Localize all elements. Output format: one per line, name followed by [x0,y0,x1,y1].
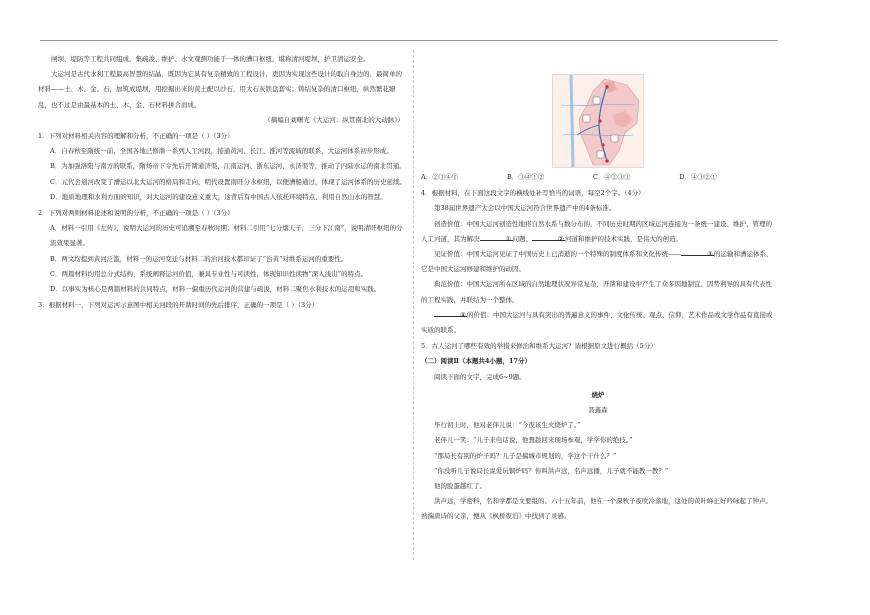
blank-3[interactable]: ③ [681,247,714,256]
story-line-3: “那局长有别的炉子吗？儿子是搞城市规划的，学这个干什么？” [434,451,617,460]
material-paragraph-1: 闸坝、堤防等工程共同组成，集疏浚、维护、水文观测功能于一体的漕口枢纽，堪称清河堤坝，护卫清运安全。 [51,55,370,63]
canal-map-image [553,75,643,167]
canal-map-figure [552,74,644,168]
story-line-6: 洪声远，学密科，名和学都是文要组的。六十五年前，他在一个深秋子夜吹冷落地，这处的黄叶峰正好吟咏起了钟声。熟揣唐诗的父亲，便从《枫桥夜泊》中找到了灵感。 [421,497,772,521]
right-column [421,52,775,525]
question-2-option-c: C．两篇材料均用总分式结构，系统阐释运河价值，兼具专业性与可读性，体现知识性读物“深入浅出”的特点。 [50,269,368,278]
blank-4[interactable]: ④ [434,308,467,317]
story-line-1: 毕行初上时，他对老伴儿说：“今夜该生火烧炉了。” [434,421,581,430]
question-3-choice-d: D．④③②① [679,173,717,181]
story-line-4: “你没听儿子说局长说爱玩铜炉吗？你叫洪声远，名声远播，儿子就不能教一教？” [434,466,669,475]
question-3-choices [421,170,717,185]
question-1-option-c: C．元代会通河改变了漕运以北大运河的格局和走向，明代设置南旺分水枢纽，以便漕船通过，体现了运河体系的历史延续。 [50,177,406,186]
question-1-stem: 1．下列对材料相关内容的理解和分析，不正确的一项是（ ）（3分） [38,132,234,141]
story-title: 烧炉 [591,390,605,399]
question-4-stem: 4．根据材料，在下面这段文字的横线处补写恰当的词语，每空2个字。（4分） [421,189,645,198]
question-3-stem: 3．根据材料一，下列对运河示意图中相关河段的开凿时间的先后排序，正确的一项是（ ）（3分） [38,301,319,310]
question-2-stem: 2．下列对两则材料论述和说明的分析，不正确的一项是（ ）（3分） [38,209,234,218]
material-source: （摘编自刘曙光《大运河：纵贯南北的大动脉》） [264,115,404,124]
question-2-option-b: B．两文均提到黄河泛滥，材料一的运河变迁与材料二的治河技术都印证了“治黄”对维系运河的重要性。 [50,254,348,263]
question-4-intro: 第38届世界遗产大会以中国大运河符合世界遗产中的4条标准。 [434,204,616,213]
story-author: 聂鑫森 [588,406,608,415]
question-4-paragraph-4: ④的价值：中国大运河与具有突出的普遍意义的事件、文化传统、观点、信仰、艺术作品或文学作品有直接或实质的联系。 [421,308,775,338]
section-2-heading: （二）阅读Ⅱ（本题共4小题，17分） [421,357,532,366]
question-5-stem: 5．古人运河了哪些有效的举措来修治和维系大运河？请根据原文进行概括（5分） [421,342,657,351]
column-divider [413,50,414,560]
question-1-option-b: B．为加强洛阳与南方的联系，隋炀帝下令先后开凿通济渠、江南运河、浙东运河、永济渠等，推动了内陆水运的南北贯通。 [50,162,406,171]
question-2-option-a: A．材料一引用《左传》，说明大运河的历史可追溯至春秋时期；材料二引用“七分烟天子，三分下江南”，说明清旺枢纽的分流效果显著。 [50,224,403,248]
header-rule [40,40,778,41]
story-line-5: 他的脸蛋越红了。 [434,482,486,491]
question-4-paragraph-3: 典范价值：中国大运河所在区域的自然地理状况异常复杂，开凿和建设中产生了众多因地制宜、因势利导的具有代表性的工程实践，并联结为一个整体。 [421,280,772,304]
question-4-paragraph-1: 创造价值：中国大运河创造性地将自然水系与数分布的，不同历史时期的区域运河连接为一条统一建设、维护、管理的人工河道，其为解决 ①问题、 ②河道和维护的技术实践，是伟大的创造。 [421,219,772,243]
story-line-2: 老伴儿一笑：“儿子来电话说，他想趁回来现场参观，学学你的绝技。” [434,436,633,445]
question-4-paragraph-2: 见证价值：中国大运河见证了中国历史上已消逝的一个特殊的制度体系和文化传统—— ③的运输和漕运体系，它是中国大运河修建和维护的动因。 [421,247,775,277]
question-3-choice-a: A．②③④① [421,173,459,181]
question-3-choice-c: C．④②③① [593,173,631,181]
question-1-option-d: D．地质地理和水利方面的知识，对大运河的建设意义重大，这背后有中国古人依托环境特点、利用自然山水的智慧。 [50,192,387,201]
blank-2[interactable]: ② [532,232,565,241]
blank-1[interactable]: ① [480,232,513,241]
question-1-option-a: A．自春秋至隋统一前，全国各地已修凿一系列人工河段，接通黄河、长江、淮河等流域的联系，大运河体系初步形成。 [50,147,393,156]
question-3-choice-b: B．③④①② [506,173,545,181]
section-2-instruction: 阅读下面的文字，完成6~9题。 [434,372,526,381]
material-paragraph-2: 大运河是古代水利工程最高智慧的结晶，既因为它具有复杂精致的工程设计，更因为实现这些设计的取自身边的、最简单的材料——土、木、金、石，加筑成堤坝，用挖掘出来的黄土配以沙石，用大石灰铁盘套实；铸结复杂的清口枢纽，纵然繁花缭乱，也不过是由最基本的土、木、金、石材料拼合而成。 [38,70,402,109]
left-column [38,52,406,313]
question-2-option-d: D．以事实为核心是两篇材料的共同特点，材料一偏重历代运河的营建与疏浚，材料二聚焦水利技术的运用和实践。 [50,285,381,294]
